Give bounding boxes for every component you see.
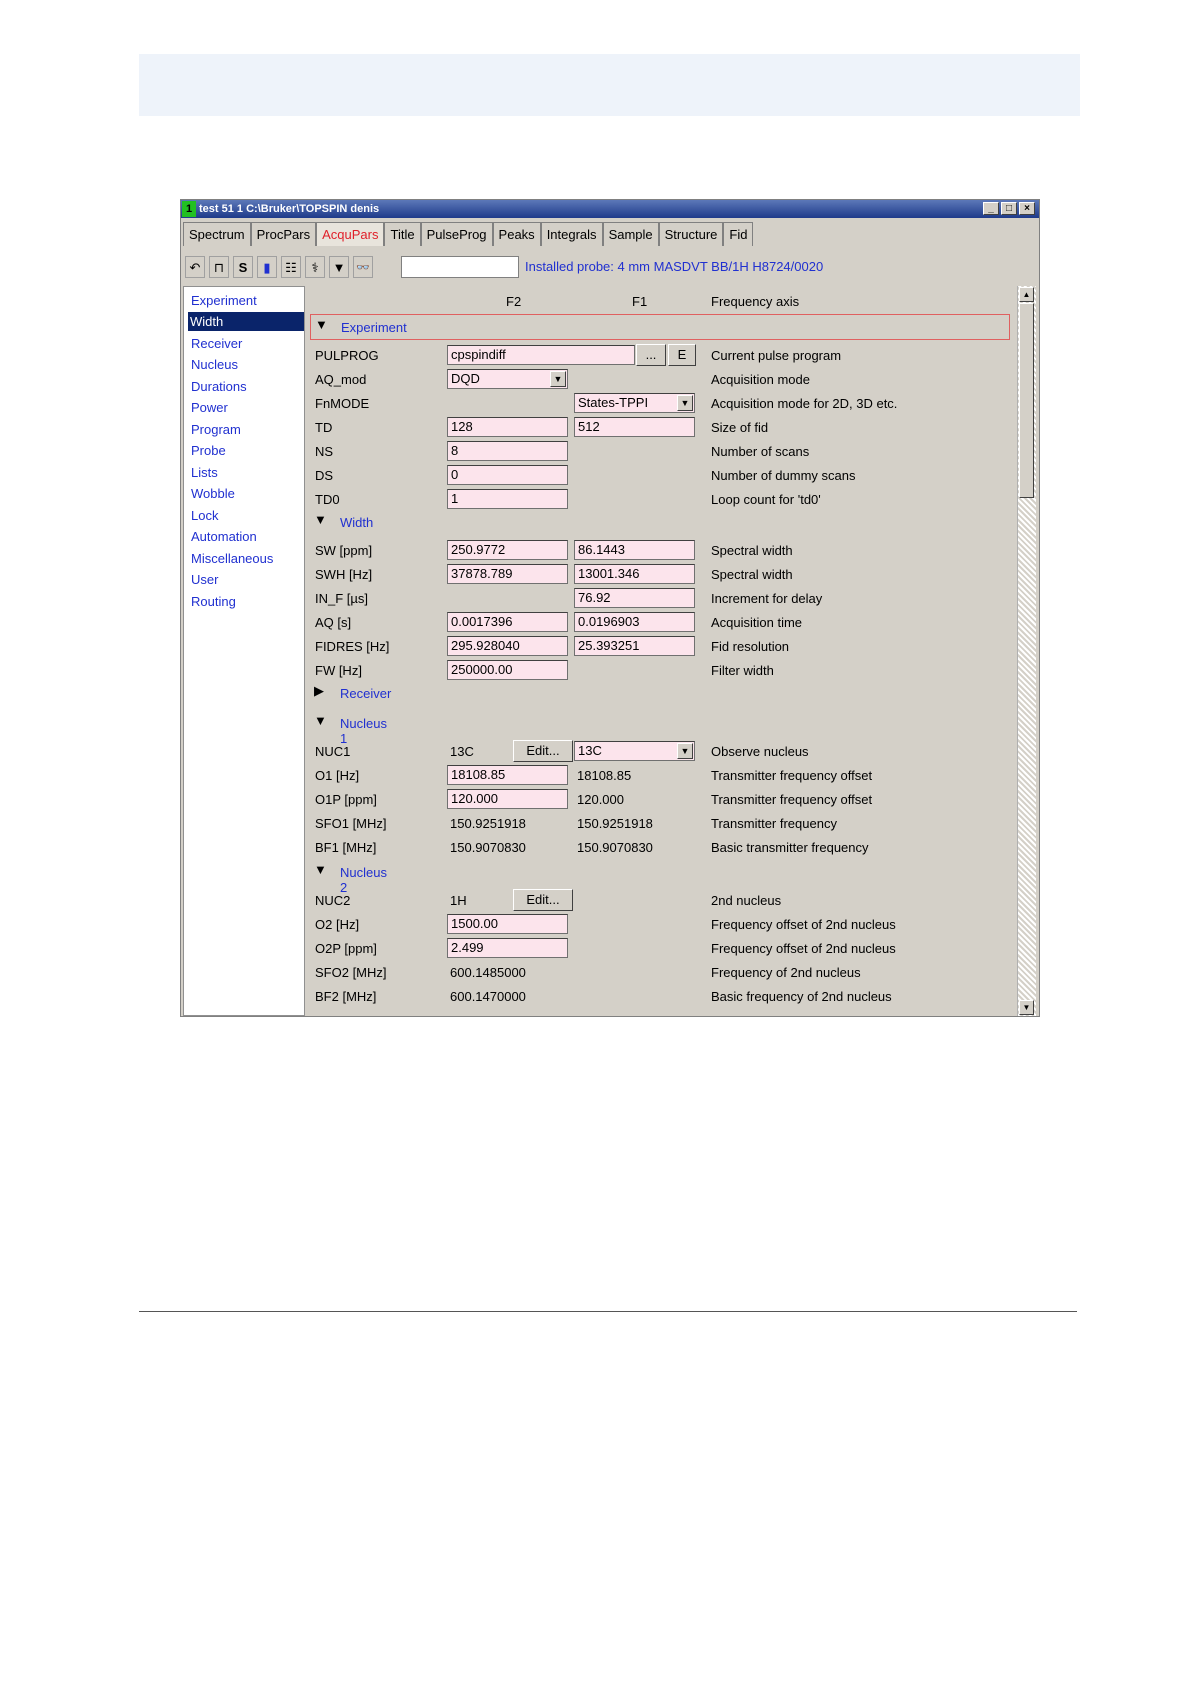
fw-field[interactable]: 250000.00	[447, 660, 568, 680]
tube-icon[interactable]: ▮	[257, 256, 277, 278]
o1-f1-value: 18108.85	[577, 768, 632, 783]
table-icon[interactable]: ☷	[281, 256, 301, 278]
param-description: 2nd nucleus	[711, 893, 782, 908]
o2-field[interactable]: 1500.00	[447, 914, 568, 934]
param-label: FIDRES [Hz]	[315, 639, 390, 654]
edit-pulprog-button[interactable]: E	[668, 344, 696, 366]
param-description: Basic transmitter frequency	[711, 840, 869, 855]
nav-item-durations[interactable]: Durations	[191, 379, 247, 394]
fidres-f1-field[interactable]: 25.393251	[574, 636, 695, 656]
binoculars-icon[interactable]: 👓	[353, 256, 373, 278]
nuc1-value: 13C	[450, 744, 474, 759]
param-label: DS	[315, 468, 334, 483]
param-label: AQ_mod	[315, 372, 367, 387]
s-icon[interactable]: S	[233, 256, 253, 278]
bf2-value: 600.1470000	[450, 989, 526, 1004]
collapse-triangle-icon[interactable]: ▼	[315, 317, 328, 332]
param-description: Frequency of 2nd nucleus	[711, 965, 861, 980]
swh-f2-field[interactable]: 37878.789	[447, 564, 568, 584]
column-header-axis: Frequency axis	[711, 294, 800, 309]
aq-mod-value: DQD	[451, 371, 480, 386]
param-description: Increment for delay	[711, 591, 823, 606]
tab-integrals[interactable]: Integrals	[541, 222, 603, 246]
nav-item-user[interactable]: User	[191, 572, 219, 587]
nav-item-width[interactable]: Width	[188, 312, 304, 331]
topspin-window	[180, 199, 1040, 1017]
tab-fid[interactable]: Fid	[723, 222, 753, 246]
sfo1-f1-value: 150.9251918	[577, 816, 653, 831]
collapse-triangle-icon[interactable]: ▼	[314, 862, 327, 877]
tab-acqupars[interactable]: AcquPars	[316, 222, 384, 246]
section-title: Experiment	[341, 320, 407, 335]
sfo2-value: 600.1485000	[450, 965, 526, 980]
param-label: BF2 [MHz]	[315, 989, 377, 1004]
tab-structure[interactable]: Structure	[659, 222, 724, 246]
param-label: SFO1 [MHz]	[315, 816, 387, 831]
collapse-triangle-icon[interactable]: ▼	[314, 512, 327, 527]
o1p-f1-value: 120.000	[577, 792, 624, 807]
param-label: PULPROG	[315, 348, 379, 363]
aq-mod-select[interactable]	[447, 369, 568, 389]
param-description: Number of dummy scans	[711, 468, 856, 483]
swh-f1-field[interactable]: 13001.346	[574, 564, 695, 584]
aq-f2-field[interactable]: 0.0017396	[447, 612, 568, 632]
param-description: Basic frequency of 2nd nucleus	[711, 989, 892, 1004]
nav-item-miscellaneous[interactable]: Miscellaneous	[191, 551, 274, 566]
o2p-field[interactable]: 2.499	[447, 938, 568, 958]
param-description: Fid resolution	[711, 639, 790, 654]
param-description: Observe nucleus	[711, 744, 809, 759]
nuc1-f1-value: 13C	[578, 743, 602, 758]
filter-icon[interactable]: ▼	[329, 256, 349, 278]
browse-pulprog-button[interactable]: ...	[636, 344, 666, 366]
tab-sample[interactable]: Sample	[603, 222, 659, 246]
o1-field[interactable]: 18108.85	[447, 765, 568, 785]
param-description: Loop count for 'td0'	[711, 492, 821, 507]
bf1-f2-value: 150.9070830	[450, 840, 526, 855]
probe-tune-icon[interactable]: ⚕	[305, 256, 325, 278]
expand-triangle-icon[interactable]: ▶	[314, 683, 324, 698]
column-header-f1: F1	[632, 294, 648, 309]
param-description: Acquisition mode	[711, 372, 810, 387]
ds-field[interactable]: 0	[447, 465, 568, 485]
toolbar	[183, 254, 1035, 282]
param-description: Size of fid	[711, 420, 769, 435]
nav-item-routing[interactable]: Routing	[191, 594, 236, 609]
param-label: AQ [s]	[315, 615, 352, 630]
param-description: Frequency offset of 2nd nucleus	[711, 941, 896, 956]
param-description: Filter width	[711, 663, 774, 678]
param-label: O1P [ppm]	[315, 792, 377, 807]
nav-item-receiver[interactable]: Receiver	[191, 336, 243, 351]
close-button[interactable]: ×	[1019, 202, 1035, 215]
param-label: IN_F [µs]	[315, 591, 368, 606]
aq-f1-field[interactable]: 0.0196903	[574, 612, 695, 632]
fnmode-value: States-TPPI	[578, 395, 649, 410]
search-input[interactable]	[401, 256, 519, 278]
section-experiment[interactable]	[310, 314, 1010, 340]
nuc1-select[interactable]	[574, 741, 695, 761]
nuc2-value: 1H	[450, 893, 467, 908]
param-label: SFO2 [MHz]	[315, 965, 387, 980]
nav-item-lists[interactable]: Lists	[191, 465, 218, 480]
fnmode-select[interactable]	[574, 393, 695, 413]
tab-peaks[interactable]: Peaks	[493, 222, 541, 246]
nav-item-nucleus[interactable]: Nucleus	[191, 357, 238, 372]
ns-field[interactable]: 8	[447, 441, 568, 461]
pulprog-field[interactable]: cpspindiff	[447, 345, 635, 365]
column-header-f2: F2	[506, 294, 522, 309]
edit-nuc1-button[interactable]: Edit...	[513, 740, 573, 762]
parameter-table	[306, 286, 1017, 1016]
param-description: Frequency offset of 2nd nucleus	[711, 917, 896, 932]
bf1-f1-value: 150.9070830	[577, 840, 653, 855]
tab-spectrum[interactable]: Spectrum	[183, 222, 251, 246]
minimize-button[interactable]: _	[983, 202, 999, 215]
nav-item-experiment[interactable]: Experiment	[191, 293, 257, 308]
pulse-icon[interactable]: ⊓	[209, 256, 229, 278]
o1p-field[interactable]: 120.000	[447, 789, 568, 809]
in-f-field[interactable]: 76.92	[574, 588, 695, 608]
undo-icon[interactable]: ↶	[185, 256, 205, 278]
sw-f1-field[interactable]: 86.1443	[574, 540, 695, 560]
chevron-down-icon[interactable]: ▼	[677, 395, 693, 411]
installed-probe-label: Installed probe: 4 mm MASDVT BB/1H H8724/0020	[525, 259, 824, 274]
nav-item-wobble[interactable]: Wobble	[191, 486, 235, 501]
fidres-f2-field[interactable]: 295.928040	[447, 636, 568, 656]
collapse-triangle-icon[interactable]: ▼	[314, 713, 327, 728]
param-description: Number of scans	[711, 444, 810, 459]
scroll-down-icon[interactable]: ▼	[1019, 1000, 1034, 1015]
window-title: test 51 1 C:\Bruker\TOPSPIN denis	[199, 203, 380, 215]
edit-nuc2-button[interactable]: Edit...	[513, 889, 573, 911]
td-f1-field[interactable]: 512	[574, 417, 695, 437]
param-description: Transmitter frequency	[711, 816, 837, 831]
tab-pulseprog[interactable]: PulseProg	[421, 222, 493, 246]
param-label: O2P [ppm]	[315, 941, 377, 956]
nav-item-automation[interactable]: Automation	[191, 529, 257, 544]
tab-bar	[183, 222, 753, 248]
scrollbar-thumb[interactable]	[1019, 303, 1034, 498]
nav-item-probe[interactable]: Probe	[191, 443, 226, 458]
param-description: Spectral width	[711, 567, 793, 582]
parameter-nav	[183, 286, 305, 1016]
nav-item-power[interactable]: Power	[191, 400, 228, 415]
param-label: NUC2	[315, 893, 351, 908]
param-label: O1 [Hz]	[315, 768, 360, 783]
nav-item-program[interactable]: Program	[191, 422, 241, 437]
maximize-button[interactable]: □	[1001, 202, 1017, 215]
sfo1-f2-value: 150.9251918	[450, 816, 526, 831]
section-title: Nucleus 1	[340, 716, 387, 746]
section-title: Receiver	[340, 686, 392, 701]
param-label: SWH [Hz]	[315, 567, 373, 582]
page-header-band	[139, 54, 1080, 116]
section-title: Width	[340, 515, 374, 530]
td0-field[interactable]: 1	[447, 489, 568, 509]
param-description: Current pulse program	[711, 348, 842, 363]
td-f2-field[interactable]: 128	[447, 417, 568, 437]
scroll-up-icon[interactable]: ▲	[1019, 287, 1034, 302]
footer-rule	[139, 1311, 1077, 1312]
sw-f2-field[interactable]: 250.9772	[447, 540, 568, 560]
param-label: SW [ppm]	[315, 543, 373, 558]
tab-title[interactable]: Title	[384, 222, 420, 246]
vertical-scrollbar[interactable]	[1017, 286, 1036, 1016]
param-description: Transmitter frequency offset	[711, 792, 873, 807]
param-label: TD	[315, 420, 333, 435]
param-label: BF1 [MHz]	[315, 840, 377, 855]
param-description: Acquisition mode for 2D, 3D etc.	[711, 396, 898, 411]
param-description: Transmitter frequency offset	[711, 768, 873, 783]
tab-procpars[interactable]: ProcPars	[251, 222, 316, 246]
param-description: Spectral width	[711, 543, 793, 558]
nav-item-lock[interactable]: Lock	[191, 508, 219, 523]
param-label: FW [Hz]	[315, 663, 362, 678]
param-label: FnMODE	[315, 396, 370, 411]
chevron-down-icon[interactable]: ▼	[677, 743, 693, 759]
section-title: Nucleus 2	[340, 865, 387, 895]
param-label: O2 [Hz]	[315, 917, 360, 932]
chevron-down-icon[interactable]: ▼	[550, 371, 566, 387]
param-label: NS	[315, 444, 334, 459]
param-description: Acquisition time	[711, 615, 803, 630]
title-bar[interactable]	[181, 200, 1039, 218]
param-label: NUC1	[315, 744, 351, 759]
window-number: 1	[182, 201, 196, 217]
param-label: TD0	[315, 492, 340, 507]
